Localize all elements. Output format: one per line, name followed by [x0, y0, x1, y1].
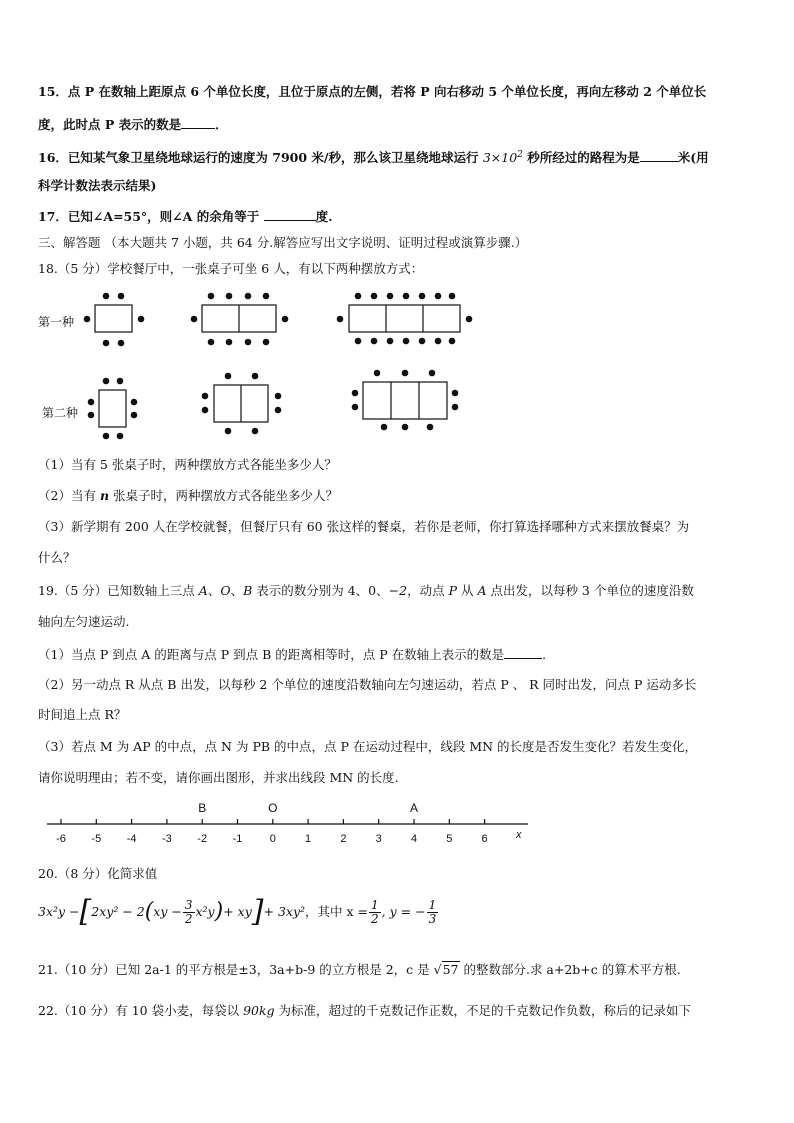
- q20-frac-1-2: [369, 899, 381, 926]
- q20-expr-b: 2xy² − 2: [91, 904, 145, 919]
- q19-part1-text: （1）当点 P 到点 A 的距离与点 P 到点 B 的距离相等时，点 P 在数轴上表示的数是: [38, 647, 505, 662]
- q20-right-paren: ): [214, 899, 224, 924]
- q17-text-a: 17．已知∠A=55°，则∠A 的余角等于: [38, 209, 264, 224]
- q19-part2-line1: （2）另一动点 R 从点 B 出发，以每秒 2 个单位的速度沿数轴向左匀速运动，若点 P 、 R 同时出发，问点 P 运动多长: [38, 677, 697, 692]
- section-heading: 三、解答题 （本大题共 7 小题，共 64 分.解答应写出文字说明、证明过程或演算步骤.）: [38, 235, 528, 250]
- tick-label: 3: [375, 833, 382, 845]
- q16-line1: [38, 147, 709, 166]
- q18-part2-b: 张桌子时，两种摆放方式各能坐多少人？: [109, 488, 339, 503]
- q19-l1a: 19.（5 分）已知数轴上三点: [38, 583, 199, 598]
- q16-expr-base: 3×10: [482, 150, 518, 166]
- q18-part2: [38, 488, 338, 504]
- q20-cond-a: ，其中 x =: [305, 904, 369, 919]
- q20-expr-c: xy −: [153, 904, 182, 919]
- q18-part3-line2: 什么？: [38, 550, 76, 565]
- q16-text2: 秒所经过的路程为是: [522, 150, 640, 166]
- q20-title: 20.（8 分）化简求值: [38, 866, 158, 881]
- q22-kg: 90kg: [243, 1003, 275, 1018]
- q16-expr-exp: 2: [517, 150, 523, 160]
- arrangement-2-label: 第二种: [42, 406, 79, 420]
- q19-part3-line1: （3）若点 M 为 AP 的中点，点 N 为 PB 的中点，点 P 在运动过程中，线段 MN 的长度是否发生变化？若发生变化，: [38, 739, 698, 754]
- q19-l1b: 表示的数分别为 4、0、: [252, 583, 389, 598]
- tick-label: 1: [305, 833, 312, 845]
- q20-frac-3-2: [183, 899, 195, 926]
- q15-line2: [38, 116, 228, 133]
- a2-table-3: [363, 382, 447, 419]
- q20-frac1-den: 2: [184, 911, 193, 926]
- q21-text-a: 21.（10 分）已知 2a-1 的平方根是±3，3a+b-9 的立方根是 2，c 是: [38, 962, 434, 977]
- q20-frac2-den: 2: [371, 911, 379, 926]
- q19-l1e: 点出发，以每秒 3 个单位的速度沿数: [486, 583, 694, 598]
- table-arrangement-diagram: [0, 280, 794, 440]
- q21-line: [38, 962, 681, 978]
- q21-sqrt-value: 57: [442, 962, 459, 977]
- tick-label: -3: [162, 833, 172, 845]
- q20-left-bracket: [: [79, 894, 92, 929]
- axis-x-label: x: [516, 829, 522, 841]
- q22-text-b: 为标准，超过的千克数记作正数，不足的千克数记作负数，称后的记录如下: [274, 1003, 692, 1018]
- q17-line: [38, 208, 332, 225]
- q18-part1: （1）当有 5 张桌子时，两种摆放方式各能坐多少人？: [38, 457, 337, 472]
- q20-frac3-den: 3: [428, 911, 437, 926]
- q17-answer-blank[interactable]: [264, 208, 316, 221]
- q19-B: B: [243, 583, 253, 598]
- q16-line2: 科学计数法表示结果): [38, 178, 157, 193]
- q18-part3-line1: （3）新学期有 200 人在学校就餐，但餐厅只有 60 张这样的餐桌，若你是老师，你打算选择哪种方式来摆放餐桌？为: [38, 519, 690, 534]
- a2-table-1: [99, 390, 126, 427]
- a1-table-1: [95, 305, 132, 332]
- q16-expr: [483, 150, 523, 165]
- tick-label: 4: [410, 833, 418, 845]
- q15-answer-blank[interactable]: [181, 116, 215, 129]
- q15-line1: 15．点 P 在数轴上距原点 6 个单位长度，且位于原点的左侧，若将 P 向右移动 5 个单位长度，再向左移动 2 个单位长: [38, 84, 707, 99]
- q19-neg2: −2: [388, 583, 408, 598]
- tick-label: 5: [446, 833, 453, 845]
- q19-line2: 轴向左匀速运动.: [38, 614, 130, 629]
- q19-sep2: 、: [230, 583, 244, 598]
- tick-label: -6: [56, 833, 66, 845]
- q20-left-paren: (: [144, 899, 154, 924]
- q20-expr-d: x²y: [195, 904, 215, 919]
- tick-label: 6: [481, 833, 488, 845]
- tick-label: 2: [340, 833, 347, 845]
- q19-sep1: 、: [207, 583, 221, 598]
- q20-expr-e: + xy: [223, 904, 252, 919]
- q20-expr-f: + 3xy²: [263, 904, 306, 919]
- q20-frac1-num: 3: [184, 897, 193, 912]
- q19-part3-line2: 请你说明理由；若不变，请你画出图形，并求出线段 MN 的长度.: [38, 770, 399, 785]
- point-label-B: B: [198, 801, 207, 815]
- q18-part2-n: n: [99, 488, 110, 503]
- q20-expr-a: 3x²y −: [38, 904, 80, 919]
- q21-text-b: 的整数部分.求 a+2b+c 的算术平方根.: [459, 962, 681, 977]
- q19-A: A: [198, 583, 208, 598]
- q19-line1: [38, 583, 694, 599]
- q19-O: O: [220, 583, 231, 598]
- q19-answer-blank[interactable]: [504, 646, 542, 659]
- q22-text-a: 22.（10 分）有 10 袋小麦，每袋以: [38, 1003, 244, 1018]
- tick-label: -1: [232, 833, 243, 845]
- q17-text-b: 度.: [315, 209, 333, 224]
- q19-A2: A: [477, 583, 487, 598]
- q18-intro: 18.（5 分）学校餐厅中，一张桌子可坐 6 人，有以下两种摆放方式：: [38, 261, 424, 276]
- q20-frac2-num: 1: [371, 897, 379, 912]
- a1-table-3: [349, 305, 460, 332]
- q20-frac3-num: 1: [428, 897, 437, 912]
- q16-text3: 米(用: [677, 150, 709, 166]
- q19-part2-line2: 时间追上点 R？: [38, 707, 127, 722]
- q16-text1: 16．已知某气象卫星绕地球运行的速度为 7900 米/秒，那么该卫星绕地球运行: [38, 150, 483, 166]
- point-label-A: A: [409, 801, 419, 815]
- q20-frac-1-3: [427, 899, 439, 926]
- q20-right-bracket: ]: [251, 894, 264, 929]
- point-label-O: O: [268, 801, 278, 815]
- q15-line2-text: 度，此时点 P 表示的数是: [38, 117, 182, 132]
- tick-label: -2: [197, 833, 208, 845]
- q21-sqrt: √57: [433, 962, 459, 977]
- q16-answer-blank[interactable]: [640, 149, 678, 162]
- q19-part1-end: .: [542, 647, 547, 662]
- q20-cond-b: , y = −: [381, 904, 426, 919]
- q19-l1c: ，动点: [407, 583, 449, 598]
- tick-label: 0: [269, 833, 276, 845]
- q15-line2-end: ．: [215, 117, 228, 132]
- number-line: [0, 795, 794, 855]
- arrangement-1-label: 第一种: [38, 315, 75, 329]
- q19-P: P: [448, 583, 457, 598]
- q20-expression: [38, 894, 439, 930]
- q18-part2-a: （2）当有: [38, 488, 100, 503]
- tick-label: -5: [91, 833, 102, 845]
- tick-label: -4: [126, 833, 137, 845]
- q19-l1d: 从: [456, 583, 478, 598]
- q19-part1: [38, 646, 546, 663]
- q22-line: [38, 1003, 691, 1019]
